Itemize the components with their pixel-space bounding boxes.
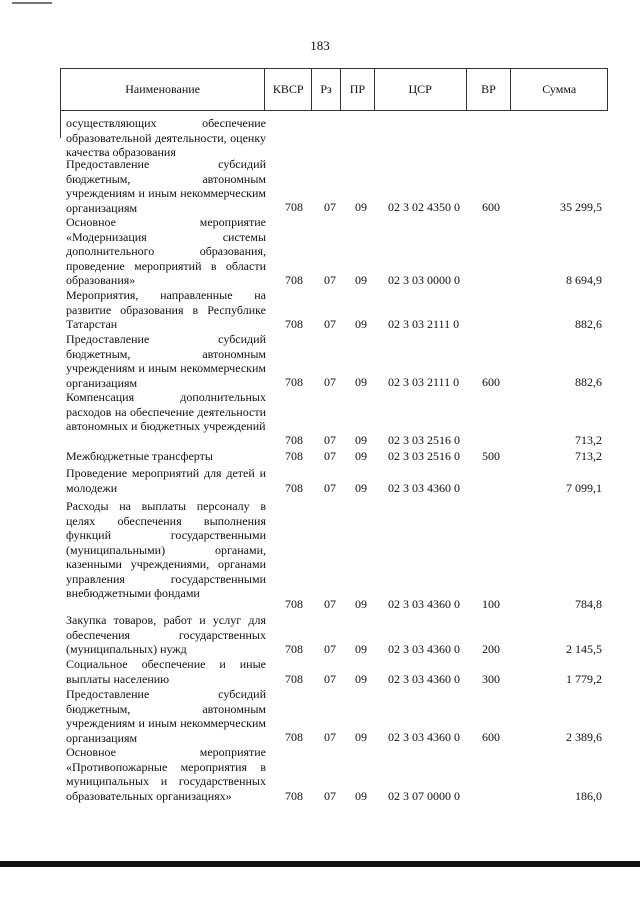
row-rz: 07 [324,200,336,214]
header-pr: ПР [341,69,375,110]
row-csr: 02 3 03 2111 0 [388,375,460,389]
row-kvsr: 708 [285,273,303,287]
row-pr: 09 [355,433,367,447]
row-name: Предоставление субсидий бюджетным, автономным учреждениям и иным некоммерческим организациям [66,332,266,390]
row-csr: 02 3 03 4360 0 [388,481,460,495]
row-sum: 2 389,6 [566,730,602,744]
row-name: Предоставление субсидий бюджетным, автономным учреждениям и иным некоммерческим организациям [66,687,266,745]
row-pr: 09 [355,449,367,463]
row-pr: 09 [355,789,367,803]
row-vr: 600 [482,730,500,744]
row-pr: 09 [355,481,367,495]
row-csr: 02 3 03 4360 0 [388,730,460,744]
row-rz: 07 [324,672,336,686]
header-kvsr: КВСР [265,69,312,110]
row-sum: 882,6 [575,317,602,331]
row-csr: 02 3 03 2111 0 [388,317,460,331]
row-kvsr: 708 [285,642,303,656]
row-sum: 784,8 [575,597,602,611]
row-pr: 09 [355,200,367,214]
row-pr: 09 [355,672,367,686]
row-sum: 7 099,1 [566,481,602,495]
row-csr: 02 3 03 4360 0 [388,672,460,686]
row-kvsr: 708 [285,375,303,389]
row-rz: 07 [324,730,336,744]
row-vr: 500 [482,449,500,463]
row-vr: 600 [482,200,500,214]
row-csr: 02 3 07 0000 0 [388,789,460,803]
header-rz: Рз [312,69,341,110]
row-kvsr: 708 [285,449,303,463]
row-kvsr: 708 [285,317,303,331]
row-sum: 35 299,5 [560,200,602,214]
row-name: Проведение мероприятий для детей и молодежи [66,466,266,495]
row-rz: 07 [324,375,336,389]
row-rz: 07 [324,433,336,447]
row-vr: 300 [482,672,500,686]
row-sum: 2 145,5 [566,642,602,656]
row-sum: 882,6 [575,375,602,389]
row-name: Мероприятия, направленные на развитие образования в Республике Татарстан [66,288,266,331]
header-name: Наименование [61,69,265,110]
row-name: Закупка товаров, работ и услуг для обеспечения государственных (муниципальных) нужд [66,613,266,656]
row-csr: 02 3 03 2516 0 [388,449,460,463]
row-sum: 8 694,9 [566,273,602,287]
row-vr: 200 [482,642,500,656]
row-kvsr: 708 [285,597,303,611]
row-pr: 09 [355,597,367,611]
row-name: Социальное обеспечение и иные выплаты населению [66,657,266,686]
row-kvsr: 708 [285,789,303,803]
row-csr: 02 3 02 4350 0 [388,200,460,214]
header-vr: ВР [467,69,512,110]
row-csr: 02 3 03 4360 0 [388,597,460,611]
scan-bottom-edge [0,861,640,867]
row-pr: 09 [355,730,367,744]
row-name: Межбюджетные трансферты [66,449,213,463]
row-kvsr: 708 [285,433,303,447]
row-pr: 09 [355,317,367,331]
row-kvsr: 708 [285,672,303,686]
row-pr: 09 [355,273,367,287]
row-name: Расходы на выплаты персоналу в целях обеспечения выполнения функций государственными (муниципальными) органами, казенными учреждениями, органами управления государственными внебюджетными фондами [66,499,266,600]
row-csr: 02 3 03 4360 0 [388,642,460,656]
row-name: осуществляющих обеспечение образовательной деятельности, оценку качества образования [66,116,266,159]
row-sum: 186,0 [575,789,602,803]
row-pr: 09 [355,642,367,656]
row-sum: 713,2 [575,449,602,463]
row-name: Компенсация дополнительных расходов на обеспечение деятельности автономных и бюджетных учреждений [66,390,266,433]
row-vr: 100 [482,597,500,611]
row-sum: 1 779,2 [566,672,602,686]
row-rz: 07 [324,273,336,287]
header-csr: ЦСР [375,69,467,110]
row-rz: 07 [324,597,336,611]
row-kvsr: 708 [285,730,303,744]
row-name: Предоставление субсидий бюджетным, автономным учреждениям и иным некоммерческим организациям [66,157,266,215]
row-sum: 713,2 [575,433,602,447]
row-rz: 07 [324,481,336,495]
row-rz: 07 [324,642,336,656]
row-rz: 07 [324,789,336,803]
row-kvsr: 708 [285,481,303,495]
row-pr: 09 [355,375,367,389]
row-csr: 02 3 03 2516 0 [388,433,460,447]
row-name: Основное мероприятие «Модернизация системы дополнительного образования, проведение мероприятий в области образования» [66,215,266,287]
row-rz: 07 [324,449,336,463]
row-csr: 02 3 03 0000 0 [388,273,460,287]
row-vr: 600 [482,375,500,389]
row-rz: 07 [324,317,336,331]
page-number: 183 [310,38,330,53]
header-sum: Сумма [542,82,577,96]
row-kvsr: 708 [285,200,303,214]
row-name: Основное мероприятие «Противопожарные мероприятия в муниципальных и государственных образовательных организациях» [66,745,266,803]
